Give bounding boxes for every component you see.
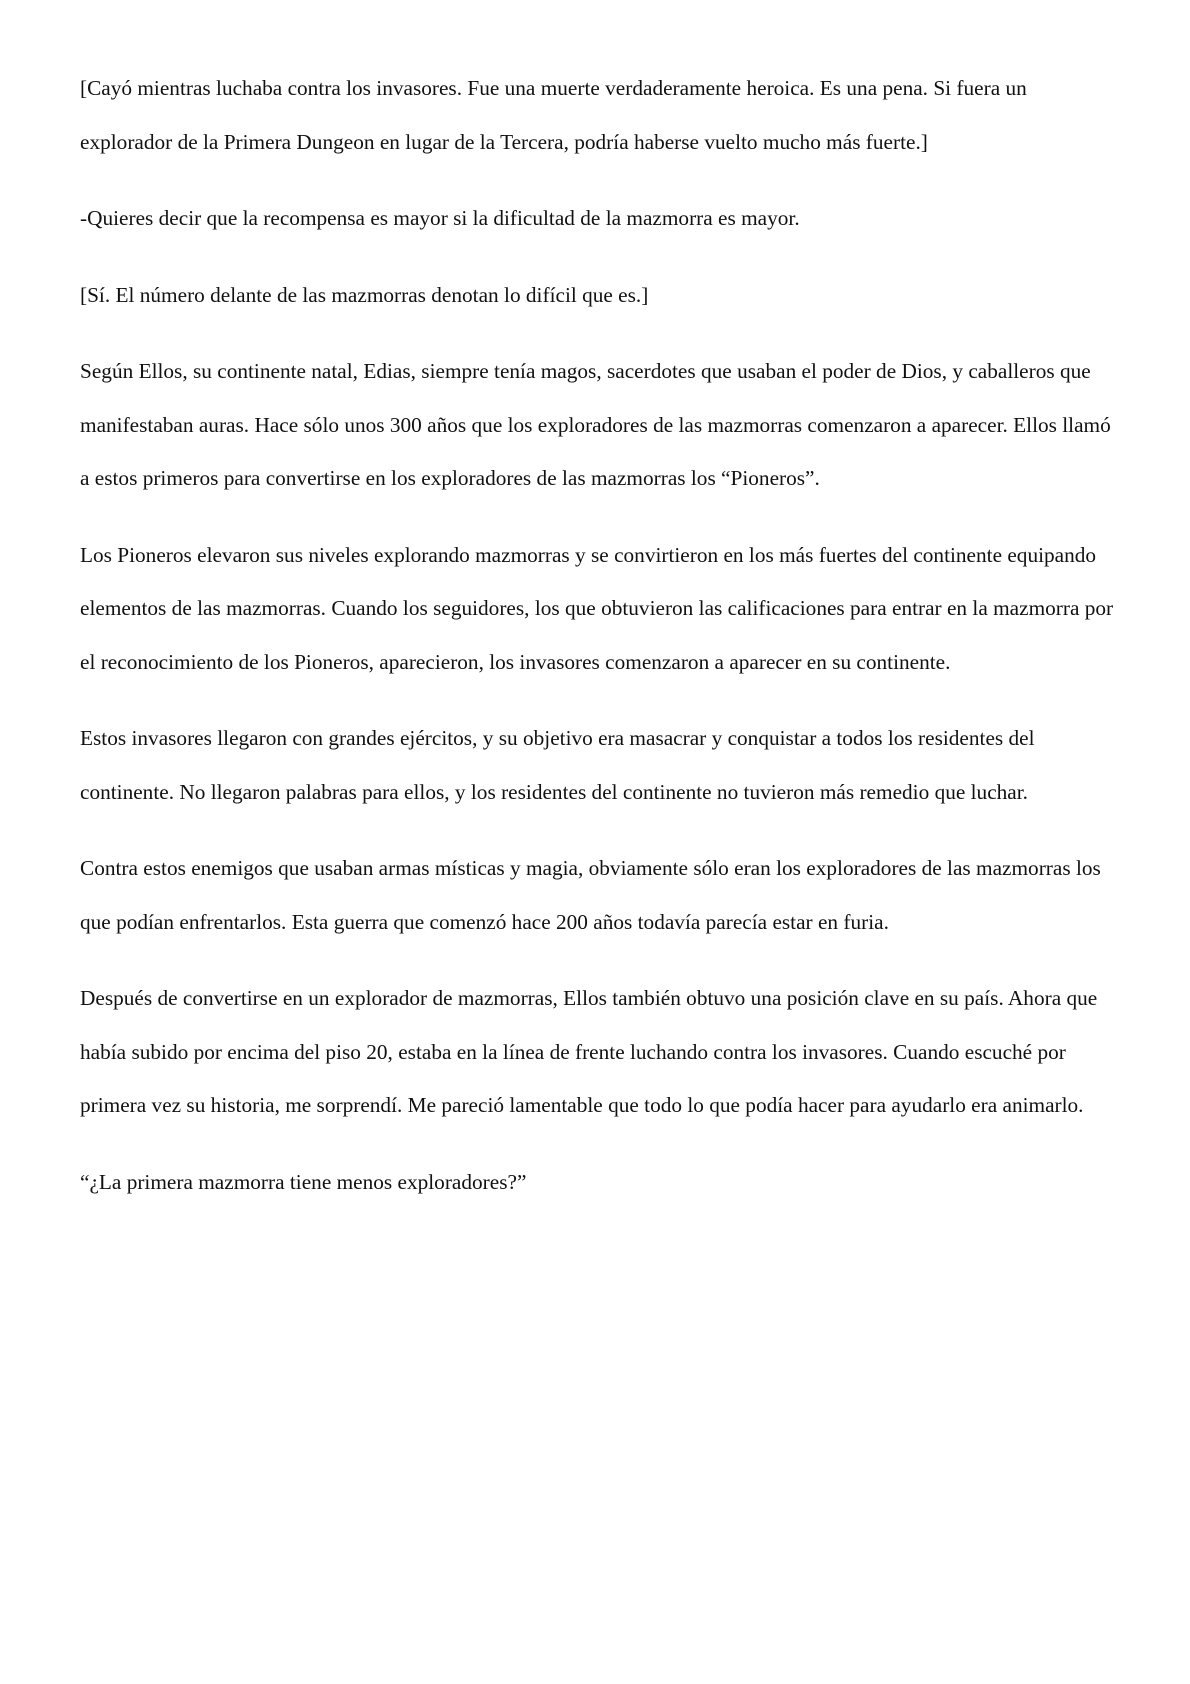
paragraph: [Sí. El número delante de las mazmorras denotan lo difícil que es.]: [80, 282, 649, 307]
paragraph: Los Pioneros elevaron sus niveles explorando mazmorras y se convirtieron en los más fuertes del continente equipando elementos de las mazmorras. Cuando los seguidores, los que obtuvieron las calificaciones para entrar en la mazmorra por el reconocimiento de los Pioneros, aparecieron, los invasores comenzaron a aparecer en su continente.: [80, 542, 1114, 674]
paragraph: Según Ellos, su continente natal, Edias, siempre tenía magos, sacerdotes que usaban el poder de Dios, y caballeros que manifestaban auras. Hace sólo unos 300 años que los exploradores de las mazmorras comenzaron a aparecer. Ellos llamó a estos primeros para convertirse en los exploradores de las mazmorras los “Pioneros”.: [80, 359, 1111, 490]
paragraph: “¿La primera mazmorra tiene menos exploradores?”: [80, 1169, 527, 1194]
paragraph: Contra estos enemigos que usaban armas místicas y magia, obviamente sólo eran los exploradores de las mazmorras los que podían enfrentarlos. Esta guerra que comenzó hace 200 años todavía parecía estar en furia.: [80, 856, 1101, 934]
paragraph: [Cayó mientras luchaba contra los invasores. Fue una muerte verdaderamente heroica. Es una pena. Si fuera un explorador de la Primera Dungeon en lugar de la Tercera, podría haberse vuelto mucho más fuerte.]: [80, 76, 1027, 154]
paragraph: -Quieres decir que la recompensa es mayor si la dificultad de la mazmorra es mayor.: [80, 206, 800, 230]
paragraph: Después de convertirse en un explorador de mazmorras, Ellos también obtuvo una posición clave en su país. Ahora que había subido por encima del piso 20, estaba en la línea de frente luchando contra los invasores. Cuando escuché por primera vez su historia, me sorprendí. Me pareció lamentable que todo lo que podía hacer para ayudarlo era animarlo.: [80, 986, 1098, 1117]
document-body: [80, 62, 1122, 1232]
paragraph: Estos invasores llegaron con grandes ejércitos, y su objetivo era masacrar y conquistar a todos los residentes del continente. No llegaron palabras para ellos, y los residentes del continente no tuvieron más remedio que luchar.: [80, 726, 1035, 804]
